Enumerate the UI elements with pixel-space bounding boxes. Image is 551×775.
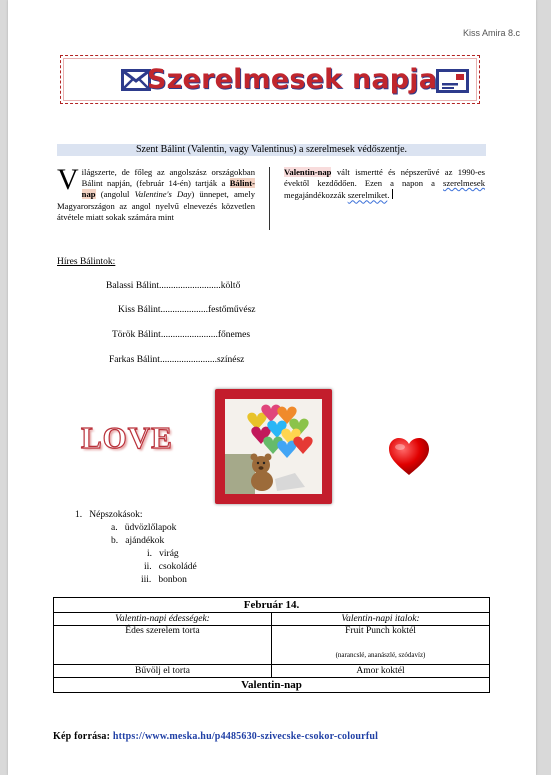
highlight-balint-nap: Bálint-nap bbox=[81, 178, 255, 200]
famous-row bbox=[118, 305, 256, 315]
list-label: bonbon bbox=[158, 575, 187, 585]
intro-text: ) ünnepet, amely Magyarországon az angol nyelvű elnevezés közvetlen átvétele miatt sokak számára mint bbox=[57, 189, 255, 222]
table-title[interactable]: Február 14. bbox=[54, 598, 490, 613]
famous-row bbox=[106, 281, 240, 291]
intro-text: . bbox=[387, 190, 390, 201]
table-header[interactable]: Valentin-napi italok: bbox=[272, 613, 490, 626]
table-row bbox=[54, 598, 490, 613]
list-roman: i. bbox=[147, 549, 153, 559]
author-header: Kiss Amira 8.c bbox=[462, 28, 520, 38]
list-label: virág bbox=[159, 549, 179, 559]
famous-name: Török Bálint bbox=[112, 330, 161, 340]
table-cell[interactable]: Édes szerelem torta bbox=[54, 626, 272, 665]
famous-name: Kiss Bálint bbox=[118, 305, 161, 315]
famous-name: Farkas Bálint bbox=[109, 355, 160, 365]
table-row bbox=[54, 678, 490, 693]
tab-leader: ........................ bbox=[160, 330, 218, 340]
intro-text: megajándékozzák bbox=[284, 190, 348, 201]
famous-role: főnemes bbox=[217, 330, 251, 340]
source-label: Kép forrása: bbox=[53, 731, 111, 742]
table-cell[interactable]: Bűvölj el torta bbox=[54, 665, 272, 678]
table-row bbox=[54, 626, 490, 665]
teddy-bear-heart-balloons-photo[interactable] bbox=[215, 389, 332, 504]
red-heart-icon[interactable] bbox=[387, 437, 431, 477]
list-label: üdvözlőlapok bbox=[124, 523, 177, 533]
mail-card-icon bbox=[436, 69, 469, 93]
list-item bbox=[111, 523, 176, 533]
tab-leader: .................... bbox=[160, 305, 208, 315]
cell-note: (narancslé, ananászlé, szódavíz) bbox=[335, 651, 426, 659]
source-link[interactable]: https://www.meska.hu/p4485630-szivecske-csokor-colourful bbox=[112, 731, 379, 742]
tab-leader: .......................... bbox=[159, 281, 221, 291]
image-source bbox=[53, 731, 378, 742]
list-item bbox=[141, 575, 187, 585]
photo-content bbox=[225, 399, 322, 494]
title-text: Szerelmesek napja bbox=[147, 64, 438, 95]
drop-cap: V bbox=[57, 163, 79, 196]
intro-text: (angolul bbox=[95, 189, 135, 200]
intro-italic: Valentine's Day bbox=[134, 189, 192, 200]
cell-text: Fruit Punch koktél bbox=[345, 626, 416, 636]
document-page bbox=[8, 0, 536, 775]
table-row bbox=[54, 665, 490, 678]
love-wordart[interactable]: LOVE bbox=[81, 420, 173, 455]
valentine-table[interactable] bbox=[53, 597, 490, 693]
tab-leader: ........................ bbox=[159, 355, 217, 365]
table-cell[interactable]: Amor koktél bbox=[272, 665, 490, 678]
list-number: 1. bbox=[75, 510, 83, 520]
famous-row bbox=[109, 355, 244, 365]
list-item bbox=[147, 549, 179, 559]
intro-column-left bbox=[57, 163, 255, 223]
intro-column-right bbox=[284, 167, 485, 202]
list-item bbox=[144, 562, 197, 572]
table-cell[interactable] bbox=[272, 626, 490, 665]
list-label: ajándékok bbox=[125, 536, 165, 546]
list-label: Népszokások: bbox=[89, 510, 143, 520]
list-letter: b. bbox=[111, 536, 119, 546]
famous-role: színész bbox=[216, 355, 245, 365]
text-cursor bbox=[392, 189, 393, 199]
table-footer[interactable]: Valentin-nap bbox=[54, 678, 490, 693]
intro-text: vált ismertté és népszerűvé az 1990-es évektől kezdődően. Ezen a napon a bbox=[284, 167, 485, 189]
famous-role: festőművész bbox=[208, 305, 256, 315]
list-item bbox=[75, 510, 143, 520]
list-item bbox=[111, 536, 164, 546]
list-letter: a. bbox=[111, 523, 118, 533]
table-header[interactable]: Valentin-napi édességek: bbox=[54, 613, 272, 626]
spellcheck-word: szerelmesek bbox=[443, 178, 485, 189]
famous-role: költő bbox=[220, 281, 241, 291]
list-roman: iii. bbox=[141, 575, 152, 585]
famous-title: Híres Bálintok: bbox=[57, 257, 116, 267]
list-label: csokoládé bbox=[158, 562, 197, 572]
balloon-bouquet-illustration bbox=[225, 399, 322, 494]
subtitle-banner: Szent Bálint (Valentin, vagy Valentinus) a szerelmesek védőszentje. bbox=[57, 144, 486, 156]
highlight-valentin-nap: Valentin-nap bbox=[284, 167, 332, 177]
title-wordart-box[interactable] bbox=[60, 55, 480, 104]
list-roman: ii. bbox=[144, 562, 152, 572]
table-row bbox=[54, 613, 490, 626]
famous-row bbox=[112, 330, 250, 340]
intro-text: ilágszerte, de főleg az angolszász országokban Bálint napján, (február 14-én) tartják a bbox=[81, 167, 255, 189]
spellcheck-word: szerelmiket bbox=[347, 190, 388, 201]
column-divider bbox=[269, 167, 270, 230]
famous-name: Balassi Bálint bbox=[106, 281, 160, 291]
